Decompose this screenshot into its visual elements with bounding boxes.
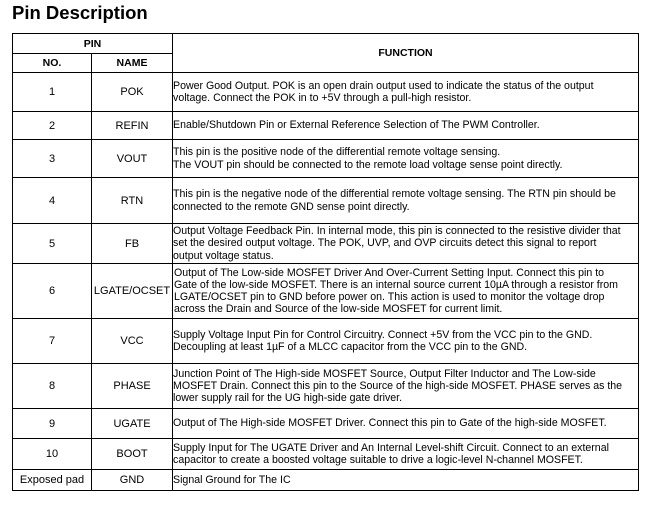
header-row xyxy=(13,34,639,54)
pin-number: 9 xyxy=(13,409,92,439)
pin-function: Junction Point of The High-side MOSFET Source, Output Filter Inductor and The Low-side MOSFET Drain. Connect this pin to the Source of the high-side MOSFET. PHASE serves as the lower supply rail for the UG high-side gate driver. xyxy=(173,364,639,409)
pin-function: Signal Ground for The IC xyxy=(173,470,639,491)
pin-name: BOOT xyxy=(92,439,173,470)
pin-number: 6 xyxy=(13,264,92,319)
pin-name: RTN xyxy=(92,178,173,224)
pin-function: Output Voltage Feedback Pin. In internal mode, this pin is connected to the resistive divider that set the desired output voltage. The POK, UVP, and OVP circuits detect this signal to report output voltage status. xyxy=(173,224,639,264)
no-header: NO. xyxy=(13,54,92,73)
pin-header: PIN xyxy=(13,34,173,54)
table-row xyxy=(13,470,639,491)
pin-description-table xyxy=(12,33,639,491)
pin-number: Exposed pad xyxy=(13,470,92,491)
pin-function: This pin is the positive node of the differential remote voltage sensing. The VOUT pin should be connected to the remote load voltage sense point directly. xyxy=(173,140,639,178)
pin-number: 7 xyxy=(13,319,92,364)
table-row xyxy=(13,439,639,470)
pin-function: Supply Voltage Input Pin for Control Circuitry. Connect +5V from the VCC pin to the GND. Decoupling at least 1µF of a MLCC capacitor from the VCC pin to the GND. xyxy=(173,319,639,364)
name-header: NAME xyxy=(92,54,173,73)
pin-function: Supply Input for The UGATE Driver and An Internal Level-shift Circuit. Connect to an external capacitor to create a boosted voltage suitable to drive a logic-level N-channel MOSFET. xyxy=(173,439,639,470)
pin-number: 2 xyxy=(13,112,92,140)
pin-name: UGATE xyxy=(92,409,173,439)
pin-number: 4 xyxy=(13,178,92,224)
pin-number: 3 xyxy=(13,140,92,178)
pin-number: 1 xyxy=(13,73,92,112)
pin-name: REFIN xyxy=(92,112,173,140)
pin-function: Power Good Output. POK is an open drain output used to indicate the status of the output voltage. Connect the POK in to +5V through a pull-high resistor. xyxy=(173,73,639,112)
table-row xyxy=(13,364,639,409)
pin-name: POK xyxy=(92,73,173,112)
pin-name: LGATE/OCSET xyxy=(92,264,173,319)
table-row xyxy=(13,112,639,140)
pin-name: VCC xyxy=(92,319,173,364)
table-row xyxy=(13,264,639,319)
pin-number: 5 xyxy=(13,224,92,264)
table-row xyxy=(13,73,639,112)
table-row xyxy=(13,140,639,178)
pin-function: This pin is the negative node of the differential remote voltage sensing. The RTN pin should be connected to the remote GND sense point directly. xyxy=(173,178,639,224)
table-row xyxy=(13,409,639,439)
function-header: FUNCTION xyxy=(173,34,639,73)
pin-name: GND xyxy=(92,470,173,491)
page-title: Pin Description xyxy=(12,2,148,23)
pin-name: PHASE xyxy=(92,364,173,409)
table-row xyxy=(13,224,639,264)
pin-name: VOUT xyxy=(92,140,173,178)
pin-function: Output of The Low-side MOSFET Driver And Over-Current Setting Input. Connect this pin to Gate of the low-side MOSFET. There is an internal source current 10µA through a resistor from LGATE/OCSET pin to GND before power on. This action is used to monitor the voltage drop across the Drain and Source of the low-side MOSFET for current limit. xyxy=(173,264,639,319)
table-row xyxy=(13,319,639,364)
pin-number: 10 xyxy=(13,439,92,470)
pin-number: 8 xyxy=(13,364,92,409)
pin-name: FB xyxy=(92,224,173,264)
table-row xyxy=(13,178,639,224)
pin-function: Output of The High-side MOSFET Driver. Connect this pin to Gate of the high-side MOSFET. xyxy=(173,409,639,439)
pin-function: Enable/Shutdown Pin or External Reference Selection of The PWM Controller. xyxy=(173,112,639,140)
